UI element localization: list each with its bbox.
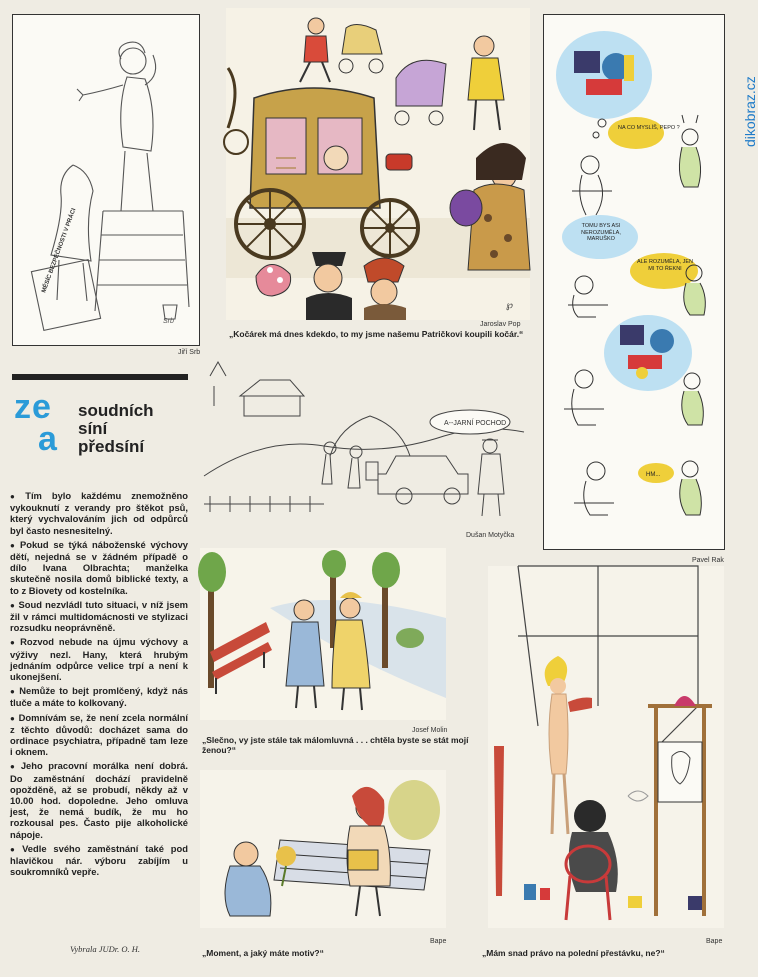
cartoon-bape-2-drawing [488,566,724,928]
cartoon-bape-1-drawing [200,770,446,928]
srb-sign-text: MĚSÍC BEZPEČNOSTI V PRÁCI [41,207,78,294]
cartoon-molin [200,548,446,720]
column-item-4: ● Rozvod nebude na újmu výchovy a výživy nezl. Hany, která hrubým jednáním odpůrce velice trpí a není k ukonejšení. [10,636,188,682]
heading-bar [12,374,188,380]
cartoon-bape-1 [200,770,446,928]
svg-text:℘: ℘ [506,300,513,311]
logo-ze: ze [14,388,52,426]
caption-bape-2: „Mám snad právo na polední přestávku, ne?“ [482,948,665,958]
rak-bubble-3: ALE ROZUMĚLA, JEN MI TO ŘEKNI [637,259,693,272]
cartoon-molin-drawing [200,548,446,720]
credit-rak: Pavel Rak [692,557,724,564]
column-signoff: Vybrala JUDr. O. H. [70,944,141,954]
rak-bubble-2: TOMU BYS ASI NEROZUMĚLA, MARUŠKO [581,223,621,242]
column-item-8: ● Vedle svého zaměstnání také pod hlavičkou nár. výboru zabíjím u soukromníků vepře. [10,843,188,878]
credit-molin: Josef Molin [412,727,448,734]
motycka-sign-text: A--JARNÍ POCHOD [444,420,507,427]
column-item-3: ● Soud nezvládl tuto situaci, v níž jsem žil v rámci multidomácnosti ve stylizaci rozsudku neoprávněně. [10,599,188,634]
column-item-7: ● Jeho pracovní morálka není dobrá. Do zaměstnání dochází pravidelně opožděně, až se probudí, někdy až v 10.00 hod. dopoledne. Jeho omluva jest, že nemá budík, že mu ho rozkousal pes. Často pije alkoholické nápoje. [10,760,188,839]
rak-bubble-4: HM... [646,472,661,478]
caption-pop: „Kočárek má dnes kdekdo, to my jsme našemu Patričkovi koupili kočár.“ [229,329,524,339]
credit-pop: Jaroslav Pop [480,321,521,328]
cartoon-bape-2 [488,566,724,928]
cartoon-srb-drawing [13,15,199,345]
logo-line-2: síní [78,419,108,438]
credit-bape-1: Bape [430,938,447,945]
credit-srb: Jiří Srb [178,349,201,356]
site-watermark: dikobraz.cz [742,76,758,147]
logo-line-3: předsíní [78,437,145,456]
column-item-5: ● Nemůže to bejt promlčený, když nás tluče a máte to kolkovaný. [10,685,188,708]
caption-molin: „Slečno, vy jste stále tak málomluvná . . . chtěla byste se stát mojí ženou?“ [202,735,469,755]
caption-bape-1: „Moment, a jaký máte motiv?“ [202,948,324,958]
column-item-1: ● Tím bylo každému znemožněno vykouknutí z verandy pro štěkot psů, který vychvalováním jich od odpůrců byl často nesnesitelný. [10,490,188,536]
svg-text:Srb: Srb [163,318,174,325]
cartoon-rak-drawing [544,15,724,549]
cartoon-motycka [200,356,530,528]
logo-a: a [38,420,57,458]
credit-motycka: Dušan Motyčka [466,532,515,539]
credit-bape-2: Bape [706,938,723,945]
cartoon-motycka-drawing [200,356,530,528]
logo-line-1: soudních [78,401,154,420]
cartoon-rak [543,14,725,550]
cartoon-pop-drawing [226,8,530,320]
rak-bubble-1: NA CO MYSLÍŠ, PEPO ? [618,125,680,131]
column-item-6: ● Domnívám se, že není zcela normální z těchto důvodů: docházet sama do ordinace psychiatra, případně tam leze i oknem. [10,712,188,758]
cartoon-pop [226,8,530,320]
cartoon-srb [12,14,200,346]
column-item-2: ● Pokud se týká náboženské výchovy dětí, nejedná se v žádném případě o dílo Ivana Olbrachta; manželka skutečně nosila domů biblické texty, a to z Biovety od kostelníka. [10,539,188,596]
column-items [10,490,188,881]
